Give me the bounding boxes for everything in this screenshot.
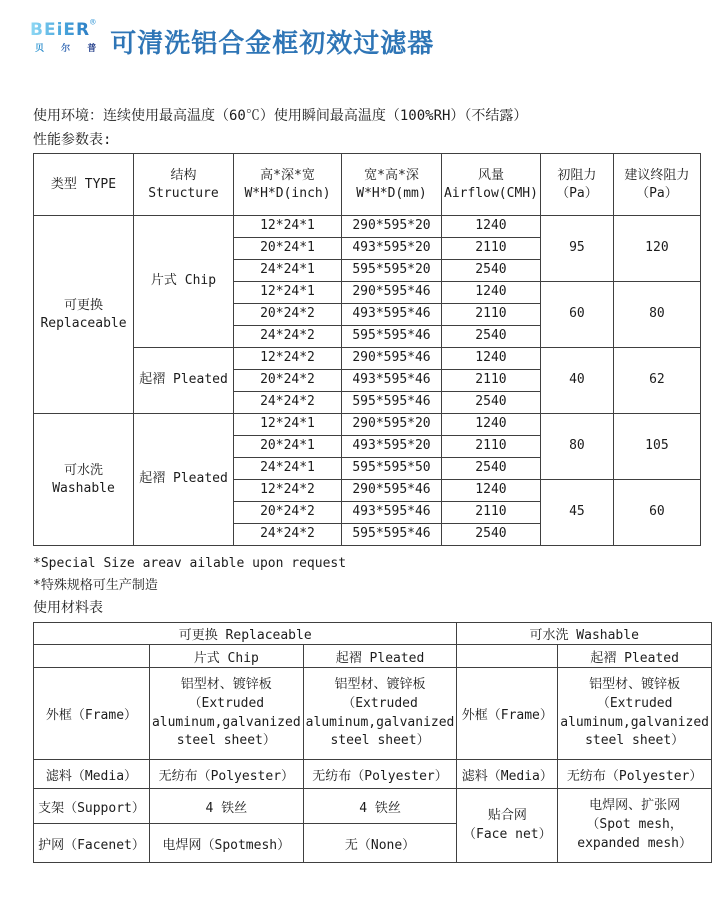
table-cell: 12*24*1	[234, 282, 342, 304]
table-cell: 493*595*46	[342, 370, 442, 392]
table-cell: 493*595*46	[342, 304, 442, 326]
table-cell: 493*595*20	[342, 238, 442, 260]
page-title: 可清洗铝合金框初效过滤器	[110, 28, 435, 58]
note-special-size-zh: *特殊规格可生产制造	[33, 578, 158, 593]
table-row	[34, 414, 701, 436]
table-cell: 493*595*46	[342, 502, 442, 524]
table-cell: 24*24*1	[234, 458, 342, 480]
notes	[33, 553, 712, 597]
table-row	[34, 760, 712, 789]
frame-value-pleated: 铝型材、镀锌板 （Extruded aluminum,galvanized steel sheet）	[303, 668, 457, 760]
group-washable: 可水洗 Washable	[457, 623, 712, 645]
table-row	[34, 789, 712, 824]
header-structure: 结构 Structure	[134, 154, 234, 216]
cell-final-resistance: 62	[613, 348, 700, 414]
facenet-value-washable: 电焊网、扩张网 （Spot mesh， expanded mesh）	[558, 789, 712, 863]
performance-table-title: 性能参数表:	[33, 132, 112, 148]
cell-empty	[34, 645, 150, 668]
logo-subtitle: 贝 尔 普	[30, 41, 103, 54]
table-cell: 595*595*20	[342, 260, 442, 282]
cell-final-resistance: 105	[613, 414, 700, 480]
table-row	[34, 348, 701, 370]
media-label: 滤料（Media）	[34, 760, 150, 789]
sub-chip: 片式 Chip	[149, 645, 303, 668]
table-cell: 12*24*1	[234, 414, 342, 436]
cell-initial-resistance: 80	[540, 414, 613, 480]
table-cell: 290*595*20	[342, 216, 442, 238]
table-cell: 2540	[442, 524, 541, 546]
table-cell: 12*24*2	[234, 480, 342, 502]
cell-initial-resistance: 95	[540, 216, 613, 282]
header-airflow: 风量 Airflow(CMH)	[442, 154, 541, 216]
table-cell: 2110	[442, 436, 541, 458]
table-cell: 12*24*1	[234, 216, 342, 238]
table-cell: 20*24*1	[234, 238, 342, 260]
table-cell: 24*24*2	[234, 392, 342, 414]
header-type: 类型 TYPE	[34, 154, 134, 216]
table-cell: 290*595*46	[342, 480, 442, 502]
table-header-row	[34, 623, 712, 645]
table-cell: 24*24*2	[234, 326, 342, 348]
cell-empty	[457, 645, 558, 668]
facenet-value-pleated: 无（None）	[303, 824, 457, 863]
table-cell: 2540	[442, 260, 541, 282]
support-value-chip: 4 铁丝	[149, 789, 303, 824]
table-cell: 2110	[442, 304, 541, 326]
cell-final-resistance: 120	[613, 216, 700, 282]
header-size-mm: 宽*高*深 W*H*D(mm)	[342, 154, 442, 216]
facenet-value-chip: 电焊网（Spotmesh）	[149, 824, 303, 863]
table-row	[34, 216, 701, 238]
table-header-row	[34, 645, 712, 668]
cell-structure-pleated: 起褶 Pleated	[134, 414, 234, 546]
table-cell: 595*595*46	[342, 392, 442, 414]
table-cell: 2540	[442, 458, 541, 480]
frame-value-washable: 铝型材、镀锌板 （Extruded aluminum,galvanized steel sheet）	[558, 668, 712, 760]
table-cell: 1240	[442, 348, 541, 370]
table-cell: 24*24*1	[234, 260, 342, 282]
cell-type-washable: 可水洗 Washable	[34, 414, 134, 546]
table-cell: 20*24*2	[234, 370, 342, 392]
table-cell: 1240	[442, 282, 541, 304]
table-cell: 12*24*2	[234, 348, 342, 370]
table-cell: 2540	[442, 392, 541, 414]
table-row	[34, 668, 712, 760]
cell-structure-chip: 片式 Chip	[134, 216, 234, 348]
media-value-chip: 无纺布（Polyester）	[149, 760, 303, 789]
group-replaceable: 可更换 Replaceable	[34, 623, 457, 645]
table-cell: 2110	[442, 370, 541, 392]
usage-environment-text: 使用环境：连续使用最高温度（60℃）使用瞬间最高温度（100%RH）（不结露）	[33, 108, 528, 124]
frame-label: 外框（Frame）	[34, 668, 150, 760]
table-header-row	[34, 154, 701, 216]
frame-label: 外框（Frame）	[457, 668, 558, 760]
cell-type-replaceable: 可更换 Replaceable	[34, 216, 134, 414]
cell-final-resistance: 80	[613, 282, 700, 348]
media-value-washable: 无纺布（Polyester）	[558, 760, 712, 789]
table-cell: 2110	[442, 502, 541, 524]
table-cell: 24*24*2	[234, 524, 342, 546]
material-table-title: 使用材料表	[33, 600, 103, 616]
facenet-label-washable: 贴合网 （Face net）	[457, 789, 558, 863]
table-cell: 20*24*2	[234, 502, 342, 524]
table-cell: 290*595*20	[342, 414, 442, 436]
header-final-resistance: 建议终阻力 （Pa）	[613, 154, 700, 216]
header	[30, 20, 712, 60]
table-cell: 1240	[442, 480, 541, 502]
performance-table	[33, 153, 701, 546]
logo-text: BEiER	[30, 20, 91, 40]
cell-initial-resistance: 60	[540, 282, 613, 348]
logo-row	[30, 20, 103, 40]
header-size-inch: 高*深*宽 W*H*D(inch)	[234, 154, 342, 216]
beier-logo	[30, 20, 103, 54]
cell-initial-resistance: 45	[540, 480, 613, 546]
table-cell: 595*595*46	[342, 524, 442, 546]
sub-pleated: 起褶 Pleated	[303, 645, 457, 668]
cell-structure-pleated: 起褶 Pleated	[134, 348, 234, 414]
facenet-label: 护网（Facenet）	[34, 824, 150, 863]
support-value-pleated: 4 铁丝	[303, 789, 457, 824]
table-cell: 493*595*20	[342, 436, 442, 458]
table-cell: 595*595*46	[342, 326, 442, 348]
support-label: 支架（Support）	[34, 789, 150, 824]
table-cell: 595*595*50	[342, 458, 442, 480]
table-cell: 2540	[442, 326, 541, 348]
registered-trademark-icon: ®	[90, 18, 96, 28]
frame-value-chip: 铝型材、镀锌板 （Extruded aluminum,galvanized steel sheet）	[149, 668, 303, 760]
sub-pleated: 起褶 Pleated	[558, 645, 712, 668]
table-cell: 290*595*46	[342, 348, 442, 370]
material-table	[33, 622, 712, 863]
media-value-pleated: 无纺布（Polyester）	[303, 760, 457, 789]
table-cell: 1240	[442, 216, 541, 238]
cell-final-resistance: 60	[613, 480, 700, 546]
header-initial-resistance: 初阻力 （Pa）	[540, 154, 613, 216]
table-cell: 20*24*2	[234, 304, 342, 326]
note-special-size-en: *Special Size areav ailable upon request	[33, 556, 347, 571]
table-cell: 290*595*46	[342, 282, 442, 304]
media-label: 滤料（Media）	[457, 760, 558, 789]
table-cell: 20*24*1	[234, 436, 342, 458]
cell-initial-resistance: 40	[540, 348, 613, 414]
table-cell: 2110	[442, 238, 541, 260]
table-cell: 1240	[442, 414, 541, 436]
